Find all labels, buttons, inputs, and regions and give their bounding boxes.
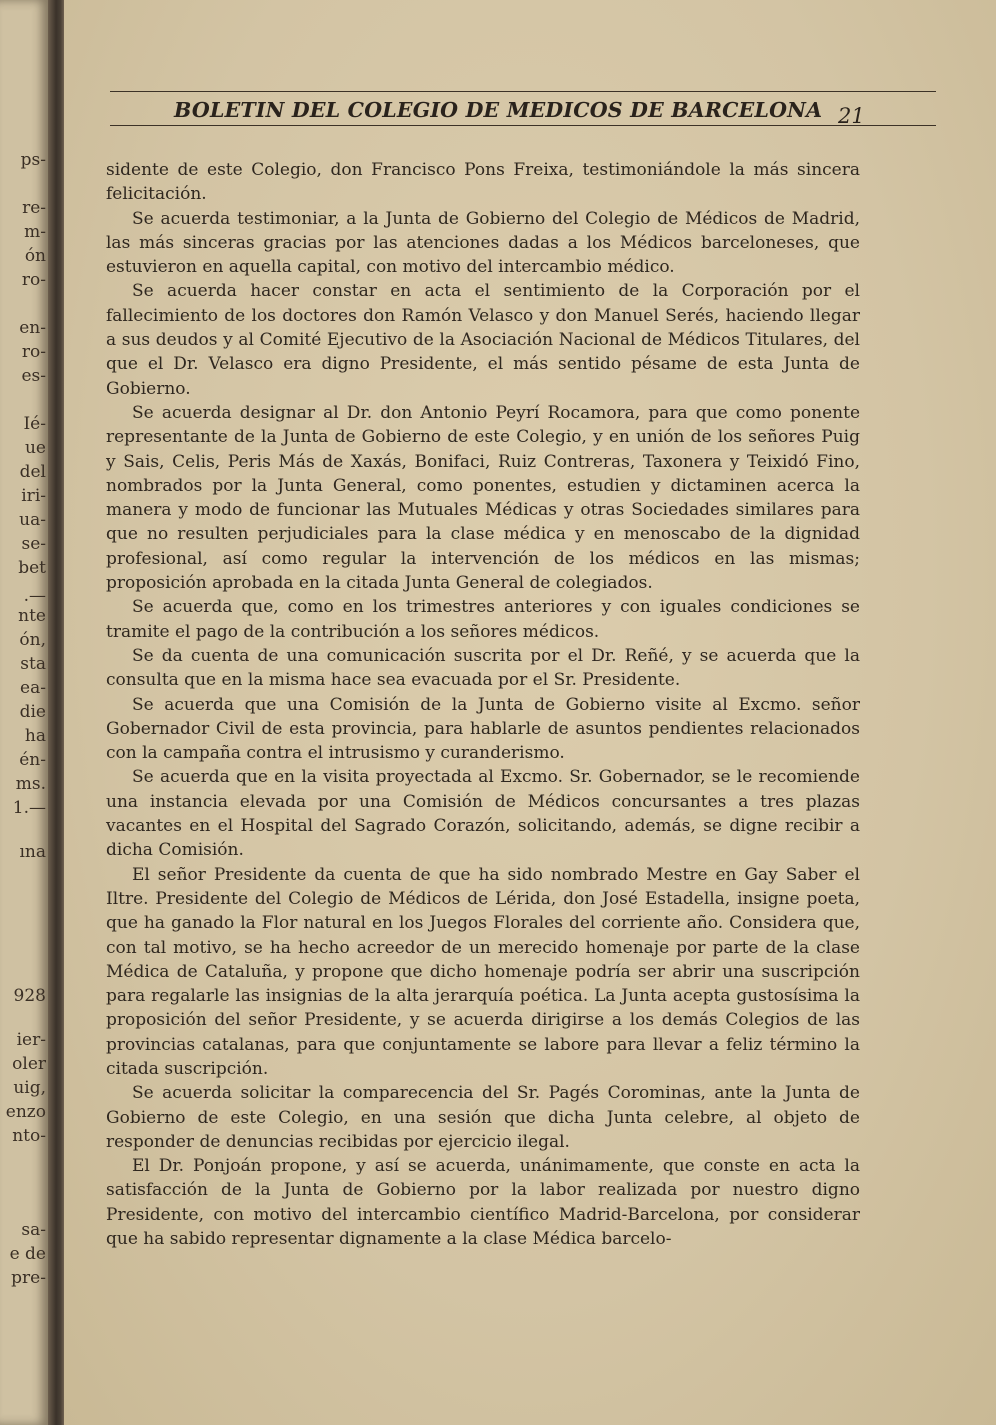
margin-fragment: die — [19, 702, 46, 722]
paragraph: El Dr. Ponjoán propone, y así se acuerda, unánimamente, que conste en acta la satisfacción de la Junta de Gobierno por la labor realizada por nuestro digno Presidente, con motivo del intercambio científico Madrid-Barcelona, por considerar que ha sabido representar dignamente a la clase Médica barcelo- — [106, 1156, 860, 1250]
margin-fragment: e de — [9, 1244, 46, 1264]
margin-fragment: iri- — [21, 486, 46, 506]
margin-fragment: nto- — [12, 1126, 46, 1146]
margin-fragment: oler — [12, 1054, 46, 1074]
margin-fragment: bet — [18, 558, 46, 578]
margin-fragment: sta — [20, 654, 46, 674]
margin-fragment: ha — [24, 726, 46, 746]
page-number: 21 — [838, 104, 865, 128]
margin-fragment: se- — [21, 534, 46, 554]
header-rule-bottom — [110, 125, 936, 126]
margin-fragment: 928 — [13, 986, 46, 1006]
header-rule-top — [110, 91, 936, 92]
margin-fragment: ón, — [19, 630, 46, 650]
document-page — [64, 0, 996, 1425]
margin-fragment: ms. — [15, 774, 46, 794]
paragraph: Se acuerda que una Comisión de la Junta de Gobierno visite al Excmo. señor Gobernador Civil de esta provincia, para hablarle de asuntos pendientes relacionados con la campaña contra el intrusismo y curanderismo. — [106, 694, 860, 764]
margin-fragment: ps- — [20, 150, 46, 170]
paragraph: sidente de este Colegio, don Francisco Pons Freixa, testimoniándole la más sincera felicitación. — [106, 160, 860, 205]
margin-fragment: ea- — [20, 678, 46, 698]
paragraph: Se acuerda testimoniar, a la Junta de Gobierno del Colegio de Médicos de Madrid, las más sinceras gracias por las atenciones dadas a los Médicos barceloneses, que estuvieron en aquella capital, con motivo del intercambio médico. — [106, 208, 860, 278]
paragraph: Se acuerda solicitar la comparecencia del Sr. Pagés Corominas, ante la Junta de Gobierno de este Colegio, en una sesión que dicha Junta celebre, al objeto de responder de denuncias recibidas por ejercicio ilegal. — [106, 1083, 860, 1152]
margin-fragment: Ié- — [23, 414, 46, 434]
margin-fragment: ro- — [21, 342, 46, 362]
margin-fragment: ier- — [16, 1030, 46, 1050]
margin-fragment: en- — [19, 318, 46, 338]
margin-fragment: ro- — [21, 270, 46, 290]
body-text — [106, 158, 860, 1251]
margin-fragment: uig, — [13, 1078, 46, 1098]
margin-fragment: sa- — [21, 1220, 46, 1240]
paragraph: Se acuerda que, como en los trimestres anteriores y con iguales condiciones se tramite el pago de la contribución a los señores médicos. — [106, 597, 860, 642]
margin-fragment: pre- — [11, 1268, 46, 1288]
paragraph: Se acuerda designar al Dr. don Antonio Peyrí Rocamora, para que como ponente representante de la Junta de Gobierno de este Colegio, y en unión de los señores Puig y Sais, Celis, Peris Más de Xaxás, Bonifaci, Ruiz Contreras, Taxonera y Teixidó Fino, nombrados por la Junta General, como ponentes, estudien y dictaminen acerca la manera y modo de funcionar las Mutuales Médicas y otras Sociedades similares para que no resulten perjudiciales para la clase médica y en menoscabo de la dignidad profesional, así como regular la intervención de los médicos en las mismas; proposición aprobada en la citada Junta General de colegiados. — [106, 402, 860, 594]
paragraph: Se acuerda hacer constar en acta el sentimiento de la Corporación por el fallecimiento de los doctores don Ramón Velasco y don Manuel Serés, haciendo llegar a sus deudos y al Comité Ejecutivo de la Asociación Nacional de Médicos Titulares, del que el Dr. Velasco era digno Presidente, el más sentido pésame de esta Junta de Gobierno. — [106, 281, 860, 399]
margin-fragment: ına — [19, 842, 46, 862]
page-header-title: BOLETIN DEL COLEGIO DE MEDICOS DE BARCELONA — [174, 98, 823, 122]
margin-fragment: re- — [22, 198, 46, 218]
margin-fragment: 1.— — [12, 798, 46, 818]
margin-fragment: ua- — [19, 510, 46, 530]
margin-fragment: del — [19, 462, 46, 482]
margin-fragment: ón — [24, 246, 46, 266]
margin-fragment: ue — [24, 438, 46, 458]
margin-fragment: enzo — [5, 1102, 46, 1122]
margin-fragment: m- — [24, 222, 46, 242]
margin-fragment: nte — [18, 606, 46, 626]
facing-page-edge — [0, 0, 50, 1425]
paragraph: El señor Presidente da cuenta de que ha sido nombrado Mestre en Gay Saber el Iltre. Presidente del Colegio de Médicos de Lérida, don José Estadella, insigne poeta, que ha ganado la Flor natural en los Juegos Florales del corriente año. Considera que, con tal motivo, se ha hecho acreedor de un merecido homenaje por parte de la clase Médica de Cataluña, y propone que dicho homenaje podría ser abrir una suscripción para regalarle las insignias de la alta jerarquía poética. La Junta acepta gustosísima la proposición del señor Presidente, y se acuerda dirigirse a los demás Colegios de las provincias catalanas, para que conjuntamente se labore para llevar a feliz término la citada suscripción. — [106, 864, 860, 1079]
margin-fragment: én- — [19, 750, 46, 770]
paragraph: Se da cuenta de una comunicación suscrita por el Dr. Reñé, y se acuerda que la consulta que en la misma hace sea evacuada por el Sr. Presidente. — [106, 645, 860, 691]
margin-fragment: es- — [21, 366, 46, 386]
paragraph: Se acuerda que en la visita proyectada al Excmo. Sr. Gobernador, se le recomiende una instancia elevada por una Comisión de Médicos concursantes a tres plazas vacantes en el Hospital del Sagrado Corazón, solicitando, además, se digne recibir a dicha Comisión. — [106, 767, 860, 861]
margin-fragment: .— — [23, 586, 46, 606]
